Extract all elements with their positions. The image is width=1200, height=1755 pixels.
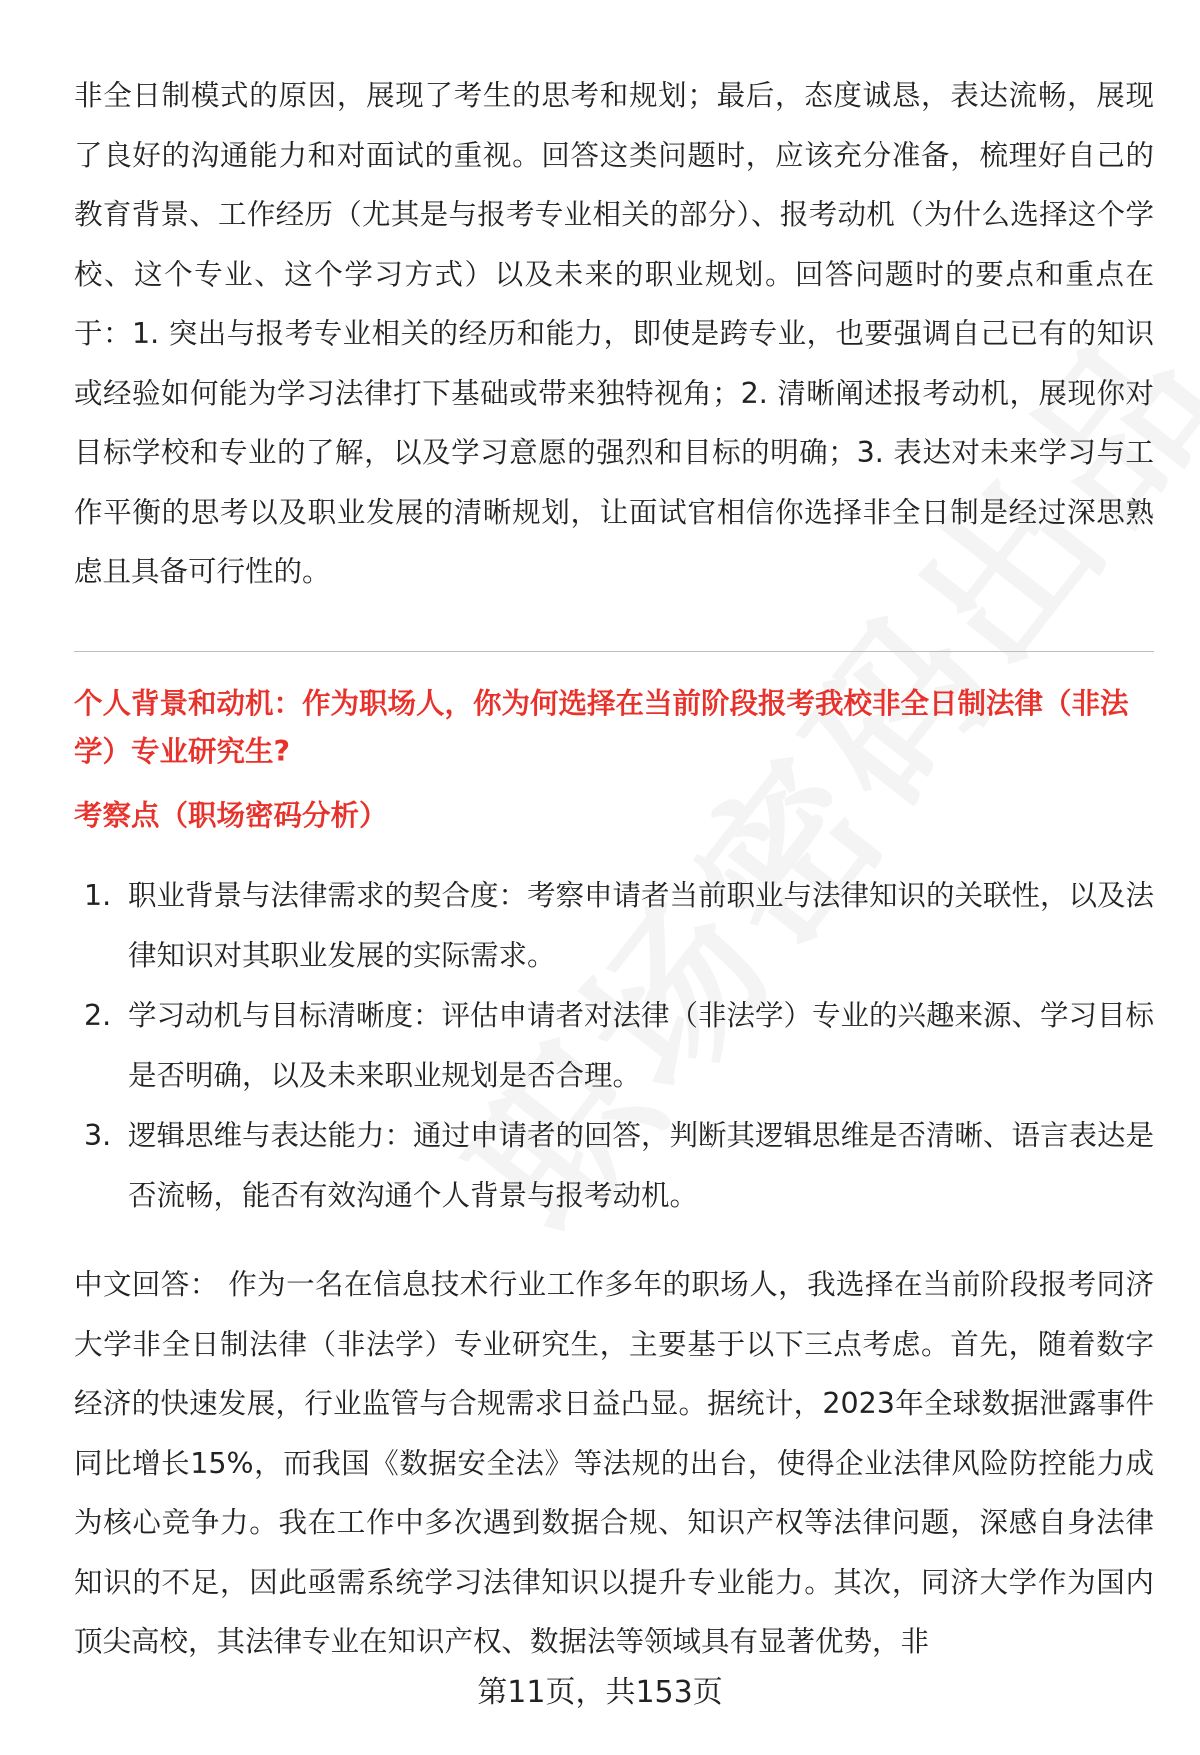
question-heading: 个人背景和动机：作为职场人，你为何选择在当前阶段报考我校非全日制法律（非法学）专业研究生? bbox=[74, 687, 1129, 768]
list-item-number: 1. bbox=[84, 879, 112, 912]
assessment-points-heading: 考察点（职场密码分析） bbox=[74, 799, 388, 832]
assessment-points-list bbox=[74, 866, 1154, 1226]
section-divider bbox=[74, 651, 1154, 652]
list-item-number: 3. bbox=[84, 1119, 112, 1152]
list-item bbox=[74, 986, 1154, 1105]
list-item bbox=[74, 1106, 1154, 1225]
list-item-text: 职业背景与法律需求的契合度：考察申请者当前职业与法律知识的关联性，以及法律知识对其职业发展的实际需求。 bbox=[128, 879, 1155, 972]
list-item-number: 2. bbox=[84, 999, 112, 1032]
list-item-text: 逻辑思维与表达能力：通过申请者的回答，判断其逻辑思维是否清晰、语言表达是否流畅，能否有效沟通个人背景与报考动机。 bbox=[128, 1119, 1155, 1212]
page-number-footer: 第11页，共153页 bbox=[477, 1675, 723, 1710]
list-item bbox=[74, 866, 1154, 985]
list-item-text: 学习动机与目标清晰度：评估申请者对法律（非法学）专业的兴趣来源、学习目标是否明确，以及未来职业规划是否合理。 bbox=[128, 999, 1155, 1092]
answer-paragraph: 中文回答： 作为一名在信息技术行业工作多年的职场人，我选择在当前阶段报考同济大学非全日制法律（非法学）专业研究生，主要基于以下三点考虑。首先，随着数字经济的快速发展，行业监管与合规需求日益凸显。据统计，2023年全球数据泄露事件同比增长15%，而我国《数据安全法》等法规的出台，使得企业法律风险防控能力成为核心竞争力。我在工作中多次遇到数据合规、知识产权等法律问题，深感自身法律知识的不足，因此亟需系统学习法律知识以提升专业能力。其次，同济大学作为国内顶尖高校，其法律专业在知识产权、数据法等领域具有显著优势，非 bbox=[74, 1268, 1154, 1658]
intro-paragraph: 非全日制模式的原因，展现了考生的思考和规划；最后，态度诚恳，表达流畅，展现了良好的沟通能力和对面试的重视。回答这类问题时，应该充分准备，梳理好自己的教育背景、工作经历（尤其是与报考专业相关的部分）、报考动机（为什么选择这个学校、这个专业、这个学习方式）以及未来的职业规划。回答问题时的要点和重点在于：1. 突出与报考专业相关的经历和能力，即使是跨专业，也要强调自己已有的知识或经验如何能为学习法律打下基础或带来独特视角；2. 清晰阐述报考动机，展现你对目标学校和专业的了解，以及学习意愿的强烈和目标的明确；3. 表达对未来学习与工作平衡的思考以及职业发展的清晰规划，让面试官相信你选择非全日制是经过深思熟虑且具备可行性的。 bbox=[74, 79, 1154, 588]
